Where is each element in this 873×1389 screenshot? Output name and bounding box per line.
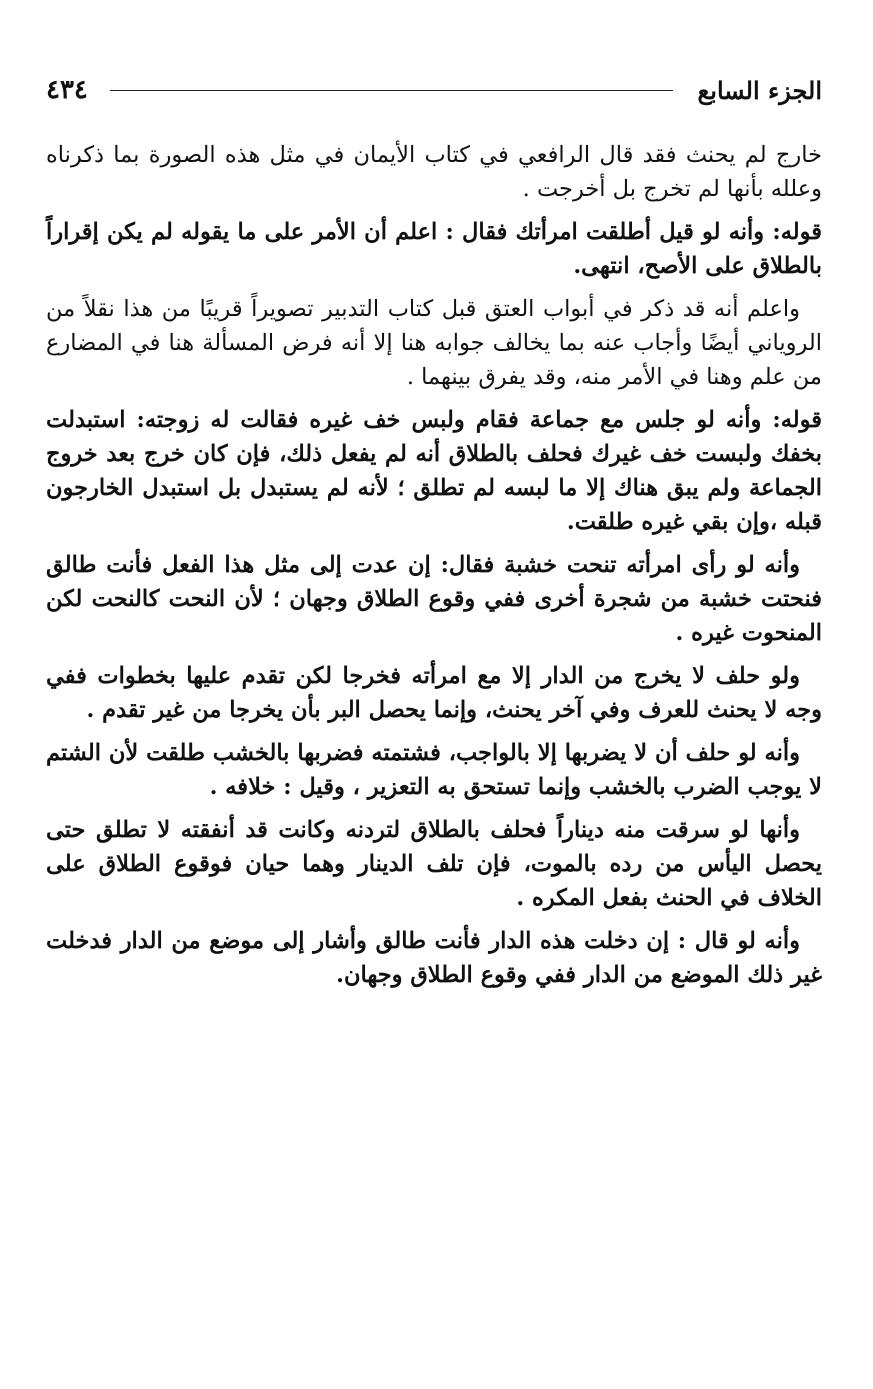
paragraph-6: ولو حلف لا يخرج من الدار إلا مع امرأته فخرجا لكن تقدم عليها بخطوات ففي وجه لا يحنث للعرف وفي آخر يحنث، وإنما يحصل البر بأن يخرجا من غير تقدم . (46, 663, 822, 723)
header-rule (110, 90, 674, 91)
paragraph-2: قوله: وأنه لو قيل أطلقت امرأتك فقال : اعلم أن الأمر على ما يقوله لم يكن إقراراً بالطلاق على الأصح، انتهى. (46, 219, 822, 279)
page-header (46, 70, 822, 110)
volume-title: الجزء السابع (697, 75, 822, 105)
paragraph-1: خارج لم يحنث فقد قال الرافعي في كتاب الأيمان في مثل هذه الصورة بما ذكرناه وعلله بأنها لم تخرج بل أخرجت . (46, 142, 822, 202)
page-body (46, 138, 822, 992)
paragraph-7: وأنه لو حلف أن لا يضربها إلا بالواجب، فشتمته فضربها بالخشب طلقت لأن الشتم لا يوجب الضرب بالخشب وإنما تستحق به التعزير ، وقيل : خلافه . (46, 740, 822, 800)
paragraph-9: وأنه لو قال : إن دخلت هذه الدار فأنت طالق وأشار إلى موضع من الدار فدخلت غير ذلك الموضع من الدار ففي وقوع الطلاق وجهان. (46, 928, 822, 988)
paragraph-3: واعلم أنه قد ذكر في أبواب العتق قبل كتاب التدبير تصويراً قريبًا من هذا نقلاً من الروياني أيضًا وأجاب عنه بما يخالف جوابه هنا إلا أنه فرض المسألة هنا في المضارع من علم وهنا في الأمر منه، وقد يفرق بينهما . (46, 296, 822, 390)
paragraph-8: وأنها لو سرقت منه ديناراً فحلف بالطلاق لتردنه وكانت قد أنفقته لا تطلق حتى يحصل اليأس من رده بالموت، فإن تلف الدينار وهما حيان فوقوع الطلاق على الخلاف في الحنث بفعل المكره . (46, 817, 822, 911)
paragraph-4: قوله: وأنه لو جلس مع جماعة فقام ولبس خف غيره فقالت له زوجته: استبدلت بخفك ولبست خف غيرك فحلف بالطلاق أنه لم يفعل ذلك، فإن كان خرج بعد خروج الجماعة ولم يبق هناك إلا ما لبسه لم تطلق ؛ لأنه لم يستبدل بل استبدل الخارجون قبله ،وإن بقي غيره طلقت. (46, 407, 822, 535)
book-page (46, 70, 822, 1001)
page-number: ٤٣٤ (46, 75, 88, 105)
paragraph-5: وأنه لو رأى امرأته تنحت خشبة فقال: إن عدت إلى مثل هذا الفعل فأنت طالق فنحتت خشبة من شجرة أخرى ففي وقوع الطلاق وجهان ؛ لأن النحت كالنحت لكن المنحوت غيره . (46, 552, 822, 646)
